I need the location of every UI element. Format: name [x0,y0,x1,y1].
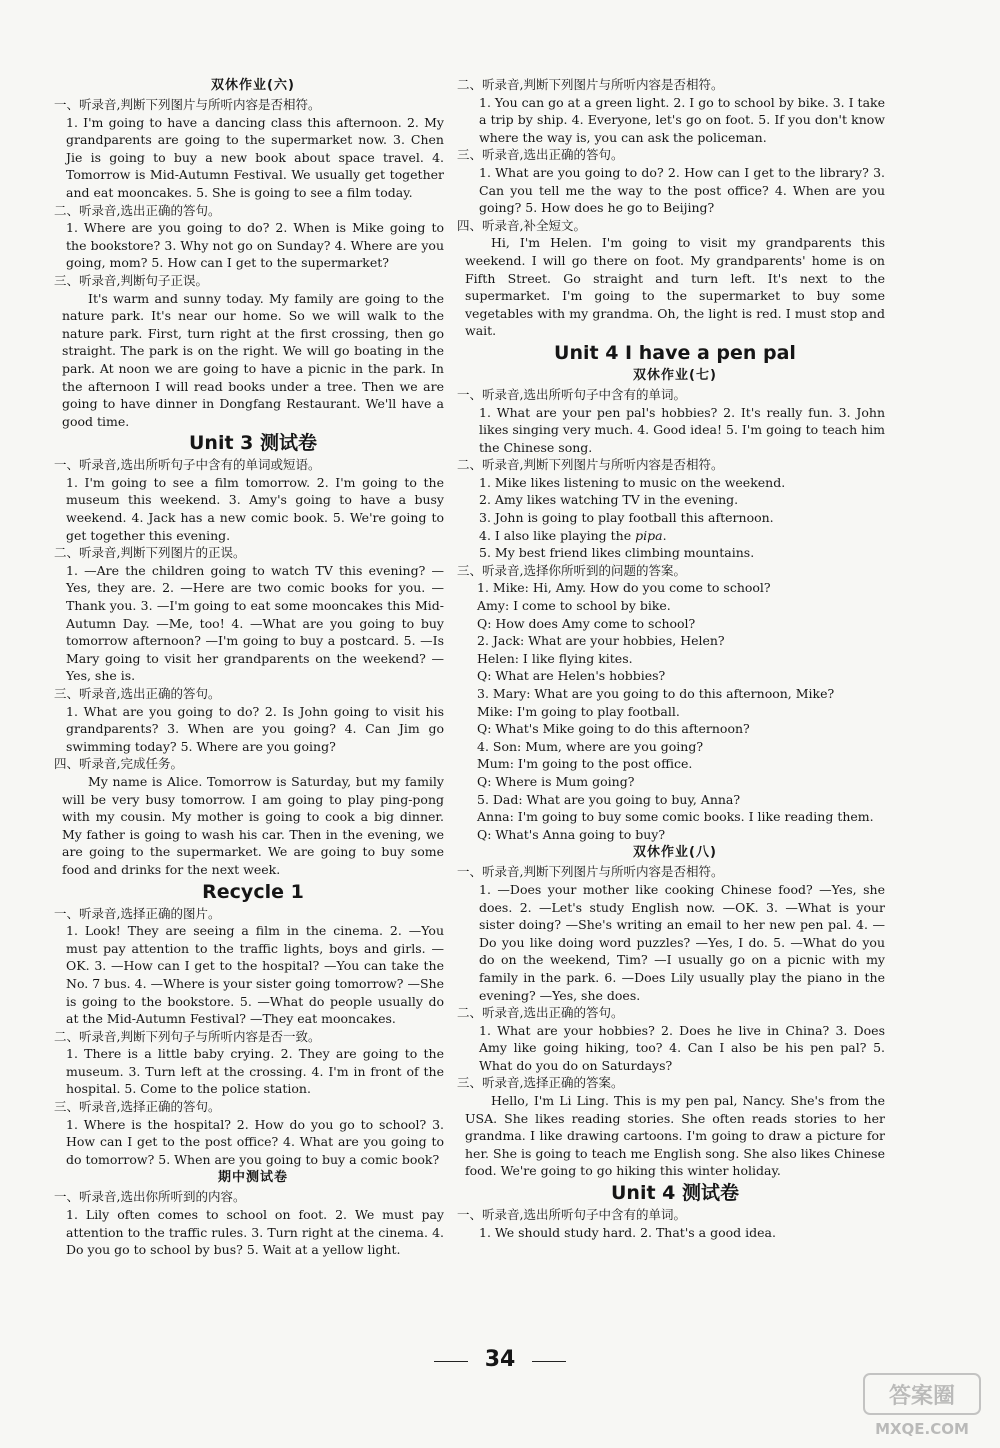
question-heading: 一、听录音,选出所听句子中含有的单词。 [457,386,686,402]
unit-title: Unit 3 测试卷 [189,432,317,455]
page-number: 34 [484,1347,516,1372]
question-heading: 三、听录音,判断句子正误。 [54,272,208,288]
section-title: 双休作业(八) [633,845,717,861]
transcript-paragraph: 1. Look! They are seeing a film in the cinema. 2. —You must pay attention to the traffic lights, boys and girls. —OK. 3. —How can I get to the hospital? —You can take the No. 7 bus. 4. —Where is your sister going tomorrow? —She is going to the bookstore. 5. —What do people usually do at the Mid-Autumn Festival? —They eat mooncakes. [66,923,444,1027]
question-heading: 二、听录音,判断下列句子与所听内容是否一致。 [54,1028,321,1044]
dialogue-line: Amy: I come to school by bike. [477,598,671,614]
page-footer [0,1347,1000,1372]
footer-dash-left [434,1361,468,1363]
dialogue-line: Anna: I'm going to buy some comic books. I like reading them. [477,809,874,825]
transcript-paragraph: 1. I'm going to see a film tomorrow. 2. I'm going to the museum this weekend. 3. Amy's going to have a busy weekend. 4. Jack has a new comic book. 5. We're going to get together this evening. [66,474,444,543]
question-heading: 三、听录音,选出正确的答句。 [457,147,624,163]
transcript-paragraph: 1. Lily often comes to school on foot. 2. We must pay attention to the traffic rules. 3. Turn right at the cinema. 4. Do you go to school by bus? 5. Wait at a yellow light. [66,1207,444,1258]
transcript-paragraph: Hi, I'm Helen. I'm going to visit my grandparents this weekend. I will go there on foot. My grandparents' home is on Fifth Street. Go straight and turn left. It's next to the supermarket. I'm going to the supermarket to buy some vegetables with my grandma. Oh, the light is red. I must stop and wait. [465,235,885,339]
watermark-domain: MXQE.COM [875,1420,969,1438]
transcript-paragraph: 1. You can go at a green light. 2. I go to school by bike. 3. I take a trip by ship. 4. Everyone, let's go on foot. 5. If you don't know where the way is, you can ask the policeman. [479,94,885,145]
dialogue-line: Mum: I'm going to the post office. [477,756,693,772]
transcript-paragraph: It's warm and sunny today. My family are going to the nature park. It's near our home. So we will walk to the nature park. First, turn right at the first crossing, then go straight. The park is on the right. We will go boating in the park. At noon we are going to have a picnic in the park. In the afternoon I will read books under a tree. Then we are going to have dinner in Dongfang Restaurant. We'll have a good time. [62,290,444,429]
dialogue-line: Q: What's Anna going to buy? [477,826,666,842]
section-title: 期中测试卷 [217,1170,288,1186]
unit-title: Recycle 1 [202,880,304,903]
transcript-paragraph: 1. What are you going to do? 2. Is John going to visit his grandparents? 3. When are you going? 4. Can Jim go swimming today? 5. Where are you going? [66,703,444,754]
transcript-paragraph: 1. —Does your mother like cooking Chinese food? —Yes, she does. 2. —Let's study English now. —OK. 3. —What is your sister doing? —She's writing an email to her new pen pal. 4. —Do you like doing word puzzles? —Yes, I do. 5. —What do you do on the weekend, Tim? —I usually go on a picnic with my family in the park. 6. —Does Lily usually play the piano in the evening? —Yes, she does. [479,881,885,1003]
question-heading: 三、听录音,选出正确的答句。 [54,686,221,701]
question-heading: 一、听录音,判断下列图片与所听内容是否相符。 [457,864,724,880]
transcript-paragraph: 1. There is a little baby crying. 2. They are going to the museum. 3. Turn left at the crossing. 4. I'm in front of the hospital. 5. Come to the police station. [66,1046,444,1097]
transcript-paragraph: 1. What are your hobbies? 2. Does he live in China? 3. Does Amy like going hiking, too? 4. Can I also be his pen pal? 5. What do you do on Saturdays? [479,1022,885,1073]
question-heading: 三、听录音,选择你所听到的问题的答案。 [457,562,686,578]
question-heading: 一、听录音,选择正确的图片。 [54,905,221,921]
dialogue-line: 5. Dad: What are you going to buy, Anna? [477,791,741,807]
question-heading: 四、听录音,完成任务。 [54,756,183,772]
dialogue-line: 2. Jack: What are your hobbies, Helen? [477,633,725,649]
question-heading: 一、听录音,判断下列图片与所听内容是否相符。 [54,97,321,112]
dialogue-line: Q: How does Amy come to school? [477,615,696,631]
italic-word: pipa [635,527,663,543]
transcript-paragraph: My name is Alice. Tomorrow is Saturday, but my family will be very busy tomorrow. I am going to play ping-pong with my cousin. My mother is going to cook a big dinner. My father is going to wash his car. Then in the evening, we are going to the supermarket. We are going to buy some food and drinks for the next week. [62,773,444,877]
question-heading: 四、听录音,补全短文。 [457,217,586,233]
question-heading: 一、听录音,选出你所听到的内容。 [54,1189,246,1205]
dialogue-line: 3. Mary: What are you going to do this afternoon, Mike? [477,686,835,701]
question-heading: 三、听录音,选择正确的答案。 [457,1075,624,1091]
transcript-paragraph: 5. My best friend likes climbing mountains. [479,545,755,561]
transcript-paragraph: 1. Where is the hospital? 2. How do you go to school? 3. How can I get to the post office? 4. What are you going to do tomorrow? 5. When are you going to buy a comic book? [66,1116,444,1167]
dialogue-line: Q: What are Helen's hobbies? [477,668,666,684]
transcript-paragraph: 2. Amy likes watching TV in the evening. [479,492,739,508]
question-heading: 一、听录音,选出所听句子中含有的单词。 [457,1207,686,1223]
transcript-paragraph: Hello, I'm Li Ling. This is my pen pal, Nancy. She's from the USA. She likes reading stories. She often reads stories to her grandma. I like drawing cartoons. I'm going to draw a picture for her. She is going to teach me English song. She also likes Chinese food. We're going to go hiking this winter holiday. [465,1093,885,1179]
section-title: 双休作业(七) [633,367,717,383]
right-column [457,76,885,1241]
unit-title: Unit 4 测试卷 [611,1182,739,1205]
sentence-punct: . [662,527,667,543]
transcript-paragraph [465,527,885,545]
dialogue-line: Helen: I like flying kites. [477,650,633,666]
question-heading: 二、听录音,判断下列图片与所听内容是否相符。 [457,457,724,473]
transcript-paragraph: 1. —Are the children going to watch TV this evening? —Yes, they are. 2. —Here are two comic books for you. —Thank you. 3. —I'm going to eat some mooncakes this Mid-Autumn Day. —Me, too! 4. —What are you going to buy tomorrow afternoon? —I'm going to buy a postcard. 5. —Is Mary going to visit her grandparents on the weekend? —Yes, she is. [66,562,444,684]
transcript-paragraph: 1. What are you going to do? 2. How can I get to the library? 3. Can you tell me the way to the post office? 4. When are you going? 5. How does he go to Beijing? [479,164,885,216]
transcript-paragraph: 1. I'm going to have a dancing class this afternoon. 2. My grandparents are going to the supermarket now. 3. Chen Jie is going to buy a new book about space travel. 4. Tomorrow is Mid-Autumn Festival. We usually get together and eat mooncakes. 5. She is going to see a film today. [66,114,444,200]
watermark-logo [862,1370,982,1440]
transcript-paragraph: 1. We should study hard. 2. That's a good idea. [479,1224,776,1240]
question-heading: 一、听录音,选出所听句子中含有的单词或短语。 [54,457,321,473]
question-heading: 三、听录音,选择正确的答句。 [54,1099,221,1115]
dialogue-line: Q: What's Mike going to do this afternoon? [477,721,750,737]
question-heading: 二、听录音,判断下列图片的正误。 [54,545,246,561]
watermark-text: 答案圈 [888,1384,956,1409]
dialogue-line: Mike: I'm going to play football. [477,703,680,719]
left-column [54,76,444,1259]
footer-dash-right [532,1361,566,1363]
question-heading: 二、听录音,判断下列图片与所听内容是否相符。 [457,77,724,92]
dialogue-line: 1. Mike: Hi, Amy. How do you come to school? [477,580,771,596]
sentence-text: 4. I also like playing the [479,527,636,543]
transcript-paragraph: 1. What are your pen pal's hobbies? 2. It's really fun. 3. John likes singing very much. 4. Good idea! 5. I'm going to teach him the Chinese song. [479,404,885,455]
transcript-paragraph: 3. John is going to play football this afternoon. [479,510,774,526]
dialogue-line: 4. Son: Mum, where are you going? [477,738,704,754]
dialogue-line: Q: Where is Mum going? [477,773,635,789]
question-heading: 二、听录音,选出正确的答句。 [457,1005,624,1021]
unit-title: Unit 4 I have a pen pal [554,341,796,364]
question-heading: 二、听录音,选出正确的答句。 [54,202,221,218]
transcript-paragraph: 1. Where are you going to do? 2. When is Mike going to the bookstore? 3. Why not go on Sunday? 4. Where are you going, mom? 5. How can I get to the supermarket? [66,220,444,271]
section-title: 双休作业(六) [211,78,295,93]
transcript-paragraph: 1. Mike likes listening to music on the weekend. [479,474,786,490]
